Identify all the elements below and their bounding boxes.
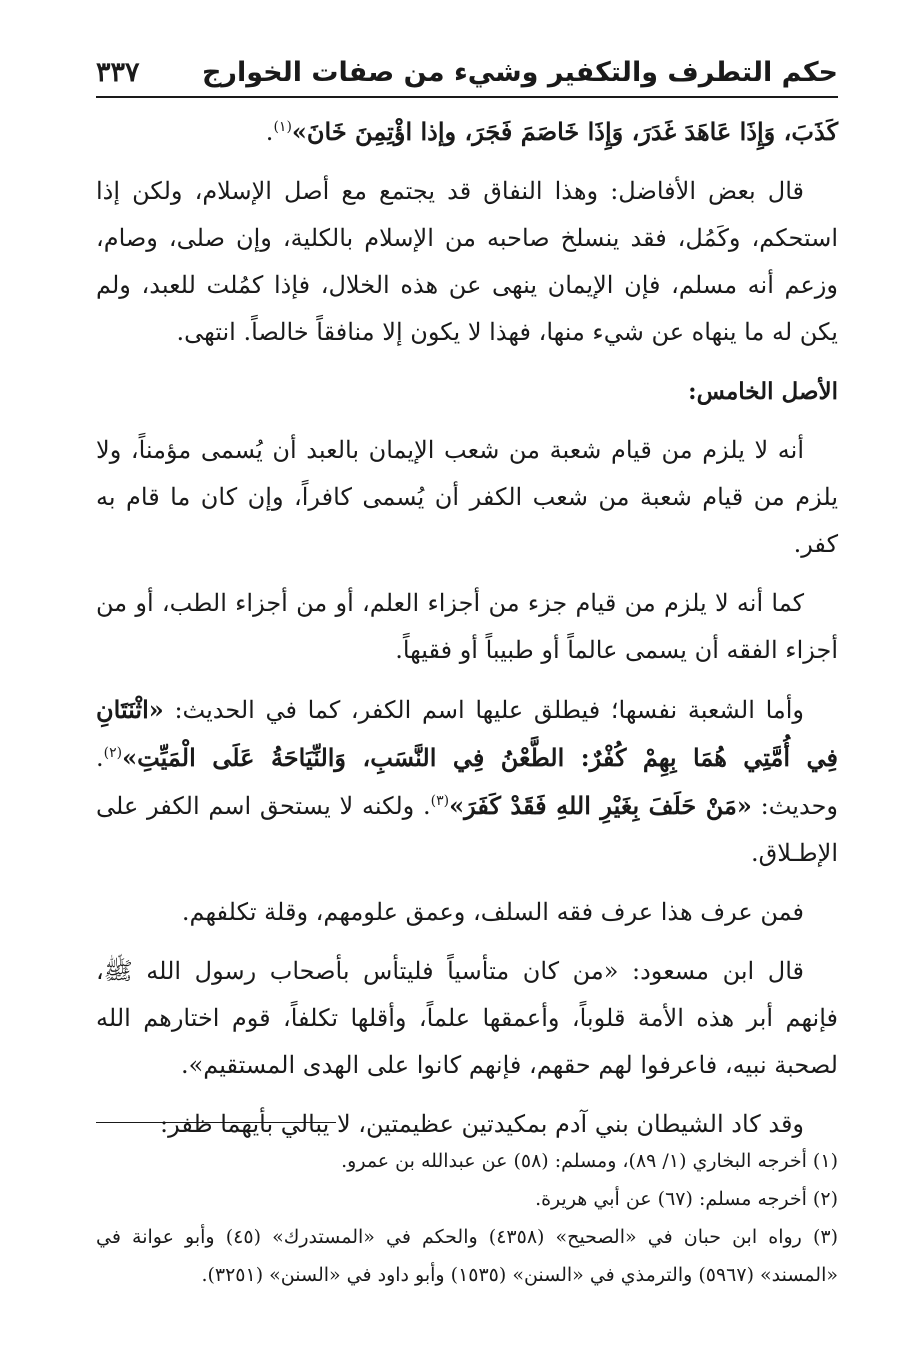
running-title: حكم التطرف والتكفير وشيء من صفات الخوارج (201, 56, 838, 88)
section-heading: الأصل الخامس: (688, 378, 838, 405)
paragraph-salaf: فمن عرف هذا عرف فقه السلف، وعمق علومهم، وقلة تكلفهم. (181, 898, 804, 926)
paragraph-shaytan: وقد كاد الشيطان بني آدم بمكيدتين عظيمتين، لا يبالي بأيهما ظفر: (160, 1110, 804, 1138)
hadith-oath: «مَنْ حَلَفَ بِغَيْرِ اللهِ فَقَدْ كَفَرَ» (449, 791, 752, 820)
paragraph-fifth-principle: أنه لا يلزم من قيام شعبة من شعب الإيمان بالعبد أن يُسمى مؤمناً، ولا يلزم من قيام شعبة من شعب الكفر أن يُسمى كافراً، وإن كان ما قام به كفر. (96, 436, 838, 558)
paragraph-hadith-continuation (96, 108, 838, 156)
footnote-2: (٢) أخرجه مسلم: (٦٧) عن أبي هريرة. (535, 1188, 838, 1210)
p5-intro: وأما الشعبة نفسها؛ فيطلق عليها اسم الكفر، كما في الحديث: (163, 696, 804, 724)
main-text (96, 108, 838, 1160)
page-header (96, 48, 838, 98)
footnote-ref-2: (٢) (103, 745, 123, 761)
footnote-ref-3: (٣) (430, 793, 450, 809)
hadith-two-traits: «اثْنَتَانِ فِي أُمَّتِي هُمَا بِهِمْ كُفْرٌ: الطَّعْنُ فِي النَّسَبِ، وَالنِّيَاحَةُ عَلَى الْمَيِّتِ» (96, 695, 838, 772)
footnote-1: (١) أخرجه البخاري (١/ ٨٩)، ومسلم: (٥٨) عن عبدالله بن عمرو. (341, 1150, 838, 1172)
paragraph-branch-of-kufr (96, 686, 838, 877)
paragraph-ibn-masud: قال ابن مسعود: «من كان متأسياً فليتأس بأصحاب رسول الله ﷺ، فإنهم أبر هذه الأمة قلوباً، وأعمقها علماً، وأقلها تكلفاً، قوم اختارهم الله لصحبة نبيه، فاعرفوا لهم حقهم، فإنهم كانوا على الهدى المستقيم». (96, 957, 838, 1079)
footnote-3: (٣) رواه ابن حبان في «الصحيح» (٤٣٥٨) والحكم في «المستدرك» (٤٥) وأبو عوانة في «المسند» (٥٩٦٧) والترمذي في «السنن» (١٥٣٥) وأبو داود في «السنن» (٣٢٥١). (96, 1226, 838, 1286)
paragraph-analogy: كما أنه لا يلزم من قيام جزء من أجزاء العلم، أو من أجزاء الطب، أو من أجزاء الفقه أن يسمى عالماً أو طبيباً أو فقيهاً. (96, 589, 838, 664)
footnote-ref-1: (١) (273, 119, 292, 135)
footnote-separator (96, 1122, 336, 1123)
footnotes (96, 1142, 838, 1294)
paragraph-nifaq: قال بعض الأفاضل: وهذا النفاق قد يجتمع مع أصل الإسلام، ولكن إذا استحكم، وكَمُل، فقد ينسلخ صاحبه من الإسلام بالكلية، وإن صلى، وصام، وزعم أنه مسلم، فإن الإيمان ينهى عن هذه الخلال، فإذا كمُلت للعبد، ولم يكن له ما ينهاه عن شيء منها، فهذا لا يكون إلا منافقاً خالصاً. انتهى. (96, 177, 838, 346)
p5-mid: . وحديث: (96, 744, 838, 820)
p5-end: . ولكنه لا يستحق اسم الكفر على الإطـلاق. (96, 792, 838, 867)
sentence-end: . (265, 118, 274, 146)
hadith-quote: كَذَبَ، وَإِذَا عَاهَدَ غَدَرَ، وَإِذَا خَاصَمَ فَجَرَ، وإذا اؤْتِمِنَ خَانَ» (291, 117, 838, 146)
page-number: ٣٣٧ (96, 56, 140, 88)
